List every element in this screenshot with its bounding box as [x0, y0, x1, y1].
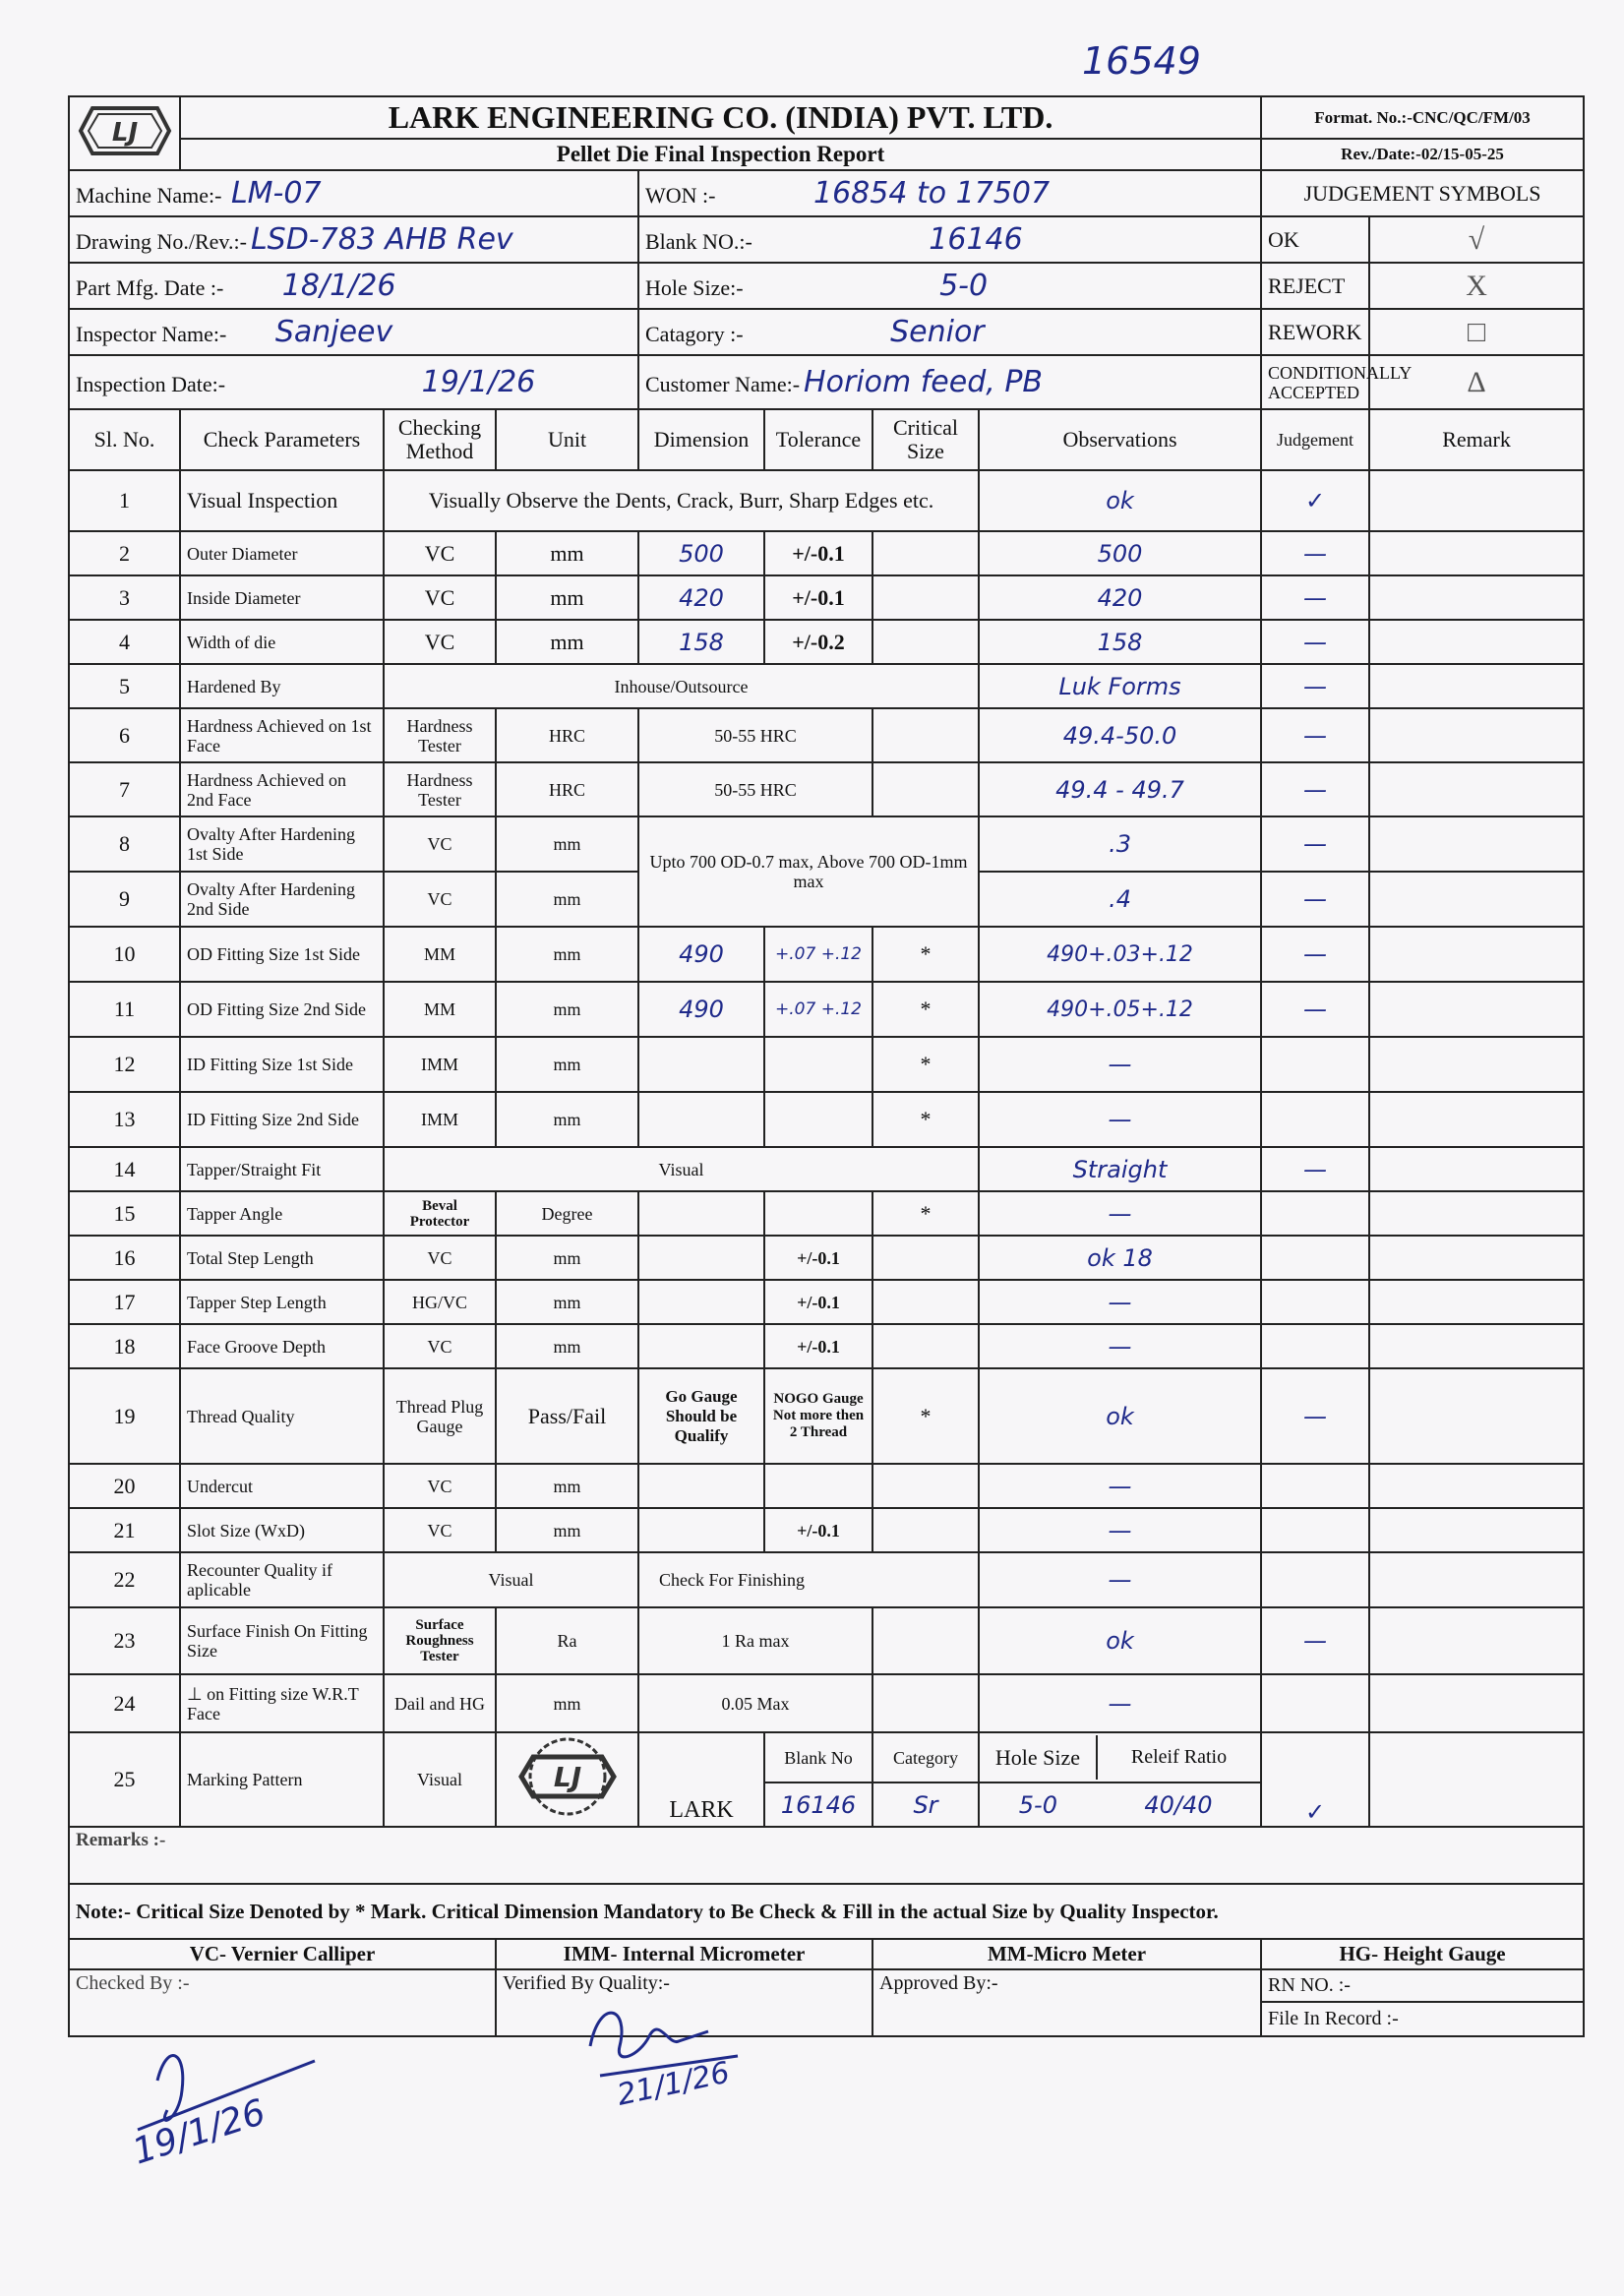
- table-row: 16 Total Step Length VC mm +/-0.1 ok 18: [69, 1236, 1584, 1280]
- rework-symbol: □: [1369, 309, 1584, 355]
- hole-size-field: Hole Size:- 5-0: [638, 263, 1261, 309]
- company-logo: [69, 96, 180, 170]
- table-row: 8 Ovalty After Hardening 1st Side VC mm Upto 700 OD-0.7 max, Above 700 OD-1mm max .3 —: [69, 816, 1584, 872]
- category-field: Catagory :- Senior: [638, 309, 1261, 355]
- abbr-vc: VC- Vernier Calliper: [69, 1939, 496, 1969]
- inspector-value: Sanjeev: [274, 314, 393, 349]
- table-row: 23 Surface Finish On Fitting Size Surface Roughness Tester Ra 1 Ra max ok —: [69, 1607, 1584, 1674]
- ok-symbol: √: [1369, 216, 1584, 263]
- table-row: 19 Thread Quality Thread Plug Gauge Pass/Fail Go Gauge Should be Qualify NOGO Gauge Not more then 2 Thread * ok —: [69, 1368, 1584, 1464]
- hole-size-value: 5-0: [939, 268, 989, 303]
- table-row: 1 Visual Inspection Visually Observe the Dents, Crack, Burr, Sharp Edges etc. ok ✓: [69, 470, 1584, 531]
- col-unit: Unit: [496, 409, 638, 470]
- table-row: 13 ID Fitting Size 2nd Side IMM mm * —: [69, 1092, 1584, 1147]
- machine-name-field: Machine Name:- LM-07: [69, 170, 638, 216]
- drawing-value: LSD-783 AHB Rev: [250, 221, 513, 257]
- col-method: Checking Method: [384, 409, 496, 470]
- inspection-date-value: 19/1/26: [421, 364, 536, 399]
- svg-text:LJ: LJ: [111, 117, 138, 148]
- document-number: 16549: [1082, 39, 1201, 83]
- won-field: WON :- 16854 to 17507: [638, 170, 1261, 216]
- judgement-symbols-title: JUDGEMENT SYMBOLS: [1261, 170, 1584, 216]
- svg-text:19/1/26: 19/1/26: [128, 2091, 271, 2173]
- inspector-field: Inspector Name:- Sanjeev: [69, 309, 638, 355]
- part-date-field: Part Mfg. Date :- 18/1/26: [69, 263, 638, 309]
- table-row: 18 Face Groove Depth VC mm +/-0.1 —: [69, 1324, 1584, 1368]
- table-row: 15 Tapper Angle Beval Protector Degree * —: [69, 1191, 1584, 1236]
- abbr-imm: IMM- Internal Micrometer: [496, 1939, 872, 1969]
- table-row: 21 Slot Size (WxD) VC mm +/-0.1 —: [69, 1508, 1584, 1552]
- table-row: 2 Outer Diameter VC mm 500 +/-0.1 500 —: [69, 531, 1584, 575]
- marking-pattern-row: 25 Marking Pattern Visual LJ LARK Blank No Category Hole Size Releif Ratio ✓: [69, 1732, 1584, 1782]
- drawing-field: Drawing No./Rev.:- LSD-783 AHB Rev: [69, 216, 638, 263]
- rn-no: RN NO. :-: [1261, 1969, 1584, 2002]
- verified-signature: [580, 1987, 777, 2120]
- report-title: Pellet Die Final Inspection Report: [180, 139, 1261, 170]
- abbr-mm: MM-Micro Meter: [872, 1939, 1261, 1969]
- col-critical: Critical Size: [872, 409, 979, 470]
- conditional-label: CONDITIONALLY ACCEPTED: [1261, 355, 1369, 409]
- blank-field: Blank NO.:- 16146: [638, 216, 1261, 263]
- rework-label: REWORK: [1261, 309, 1369, 355]
- table-row: 20 Undercut VC mm —: [69, 1464, 1584, 1508]
- col-observations: Observations: [979, 409, 1261, 470]
- table-row: 11 OD Fitting Size 2nd Side MM mm 490 +.07 +.12 * 490+.05+.12 —: [69, 982, 1584, 1037]
- inspection-form: LJ LARK ENGINEERING CO. (INDIA) PVT. LTD. Format. No.:-CNC/QC/FM/03 Pellet Die Final Inspection Report Rev./Date:-02/15-05-25 Machine Name:- LM-07 WON :- 16854 to 17507 JUDGEMENT SYMBOLS Drawing No./Rev.:- LSD-783 AHB Rev Blank NO.:- 16146 OK √ Part Mfg. Date :- 18/1/26 Hole Size:- 5-0 REJECT X Inspector Name:- Sanjeev Catagory :- Senior REWORK □ Inspection Date:- 19/1/26 Customer Name:- Horiom feed, PB CONDITIONALLY ACCEPTED Δ Sl. No. Check Parameters Checking Method Unit Dimension Tolerance Critical Size Observations Judgement Remark 1 Visual Inspection Visually Observe the Dents, Crack, Burr, Sharp Edges etc. ok ✓ 2 Outer Diameter VC mm 500 +/-0.1 500 — 3 Inside Diameter VC mm 420 +/-0.1 420 — 4 Width of die VC mm 158 +/-0.2 158 — 5 Hardened By Inhouse/Outsource Luk Forms — 6 Hardness Achieved on 1st Face Hardness Tester HRC 50-55 HRC 49.4-50.0 — 7 Hardness Achieved on 2nd Face Hardness Tester HRC 50-55 HRC 49.4 - 49.7 — 8 Ovalty After Hardening 1st Side VC mm Upto 700 OD-0.7 max, Above 700 OD-1mm max .3 — 9 Ovalty After Hardening 2nd Side VC mm .4 — 10 OD Fitting Size 1st Side MM mm 490 +.07 +.12 * 490+.03+.12 — 11 OD Fitting Size 2nd Side MM mm 490 +.07 +.12 * 490+.05+.12 — 12 ID Fitting Size 1st Side IMM mm * — 13 ID Fitting Size 2nd Side IMM mm * — 14 Tapper/Straight Fit Visual Straight — 15 Tapper Angle Beval Protector Degree * — 16 Total Step Length VC mm +/-0.1 ok 18 17 Tapper Step Length HG/VC mm +/-0.1 — 18 Face Groove Depth VC mm +/-0.1 — 19 Thread Quality Thread Plug Gauge Pass/Fail Go Gauge Should be Qualify NOGO Gauge Not more then 2 Thread * ok — 20 Undercut VC mm — 21 Slot Size (WxD) VC mm +/-0.1 — 22 Recounter Quality if aplicable Visual Check For Finishing — 23 Surface Finish On Fitting Size Surface Roughness Tester Ra 1 Ra max ok — 24 ⊥ on Fitting size W.R.T Face Dail and HG mm 0.05 Max — 25 Marking Pattern Visual LJ LARK Blank No Category Hole Size Releif Ratio ✓ 16146 Sr 5-0 40/40 Remarks :- Note:- Critical Size Denoted by * Mark. Critical Dimension Mandatory to Be Check & Fill in the actual Size by Quality Inspector. VC- Vernier Calliper IMM- Internal Micrometer MM-Micro Meter HG- Height Gauge Checked By :- Verified By Quality:- Approved By:- RN NO. :- File In Record :-: [68, 95, 1585, 2037]
- remarks-label: Remarks :-: [69, 1827, 1584, 1884]
- col-param: Check Parameters: [180, 409, 384, 470]
- col-dimension: Dimension: [638, 409, 764, 470]
- col-remark: Remark: [1369, 409, 1584, 470]
- checked-signature: [98, 2022, 334, 2184]
- table-row: 4 Width of die VC mm 158 +/-0.2 158 —: [69, 620, 1584, 664]
- table-row: 10 OD Fitting Size 1st Side MM mm 490 +.07 +.12 * 490+.03+.12 —: [69, 927, 1584, 982]
- table-row: 5 Hardened By Inhouse/Outsource Luk Forms —: [69, 664, 1584, 708]
- table-row: 3 Inside Diameter VC mm 420 +/-0.1 420 —: [69, 575, 1584, 620]
- table-row: 7 Hardness Achieved on 2nd Face Hardness Tester HRC 50-55 HRC 49.4 - 49.7 —: [69, 762, 1584, 816]
- table-row: 9 Ovalty After Hardening 2nd Side VC mm .4 —: [69, 872, 1584, 927]
- customer-field: Customer Name:- Horiom feed, PB: [638, 355, 1261, 409]
- rev-date: Rev./Date:-02/15-05-25: [1261, 139, 1584, 170]
- company-name: LARK ENGINEERING CO. (INDIA) PVT. LTD.: [180, 96, 1261, 139]
- category-value: Senior: [890, 314, 985, 349]
- table-row: 12 ID Fitting Size 1st Side IMM mm * —: [69, 1037, 1584, 1092]
- inspection-date-field: Inspection Date:- 19/1/26: [69, 355, 638, 409]
- table-row: 6 Hardness Achieved on 1st Face Hardness Tester HRC 50-55 HRC 49.4-50.0 —: [69, 708, 1584, 762]
- table-row: 22 Recounter Quality if aplicable Visual Check For Finishing —: [69, 1552, 1584, 1607]
- file-in-record: File In Record :-: [1261, 2002, 1584, 2036]
- col-judgement: Judgement: [1261, 409, 1369, 470]
- abbr-hg: HG- Height Gauge: [1261, 1939, 1584, 1969]
- machine-name-value: LM-07: [230, 175, 322, 211]
- ovalty-spec: Upto 700 OD-0.7 max, Above 700 OD-1mm max: [638, 816, 979, 927]
- ok-label: OK: [1261, 216, 1369, 263]
- judgement-mark: ✓: [1261, 470, 1369, 531]
- reject-label: REJECT: [1261, 263, 1369, 309]
- table-row: 14 Tapper/Straight Fit Visual Straight —: [69, 1147, 1584, 1191]
- customer-value: Horiom feed, PB: [804, 364, 1043, 399]
- svg-text:21/1/26: 21/1/26: [614, 2055, 733, 2113]
- col-sl: Sl. No.: [69, 409, 180, 470]
- table-row: 17 Tapper Step Length HG/VC mm +/-0.1 —: [69, 1280, 1584, 1324]
- conditional-symbol: Δ: [1369, 355, 1584, 409]
- inspection-sheet: [68, 95, 1583, 2037]
- critical-note: Note:- Critical Size Denoted by * Mark. Critical Dimension Mandatory to Be Check & Fill in the actual Size by Quality Inspector.: [69, 1884, 1584, 1939]
- won-value: 16854 to 17507: [812, 175, 1051, 211]
- format-number: Format. No.:-CNC/QC/FM/03: [1261, 96, 1584, 139]
- blank-value: 16146: [929, 221, 1023, 257]
- checked-by: Checked By :-: [69, 1969, 496, 2036]
- svg-text:LJ: LJ: [553, 1761, 581, 1793]
- marking-logo: [496, 1732, 638, 1827]
- part-date-value: 18/1/26: [281, 268, 396, 303]
- column-headers: [69, 409, 1584, 470]
- col-tolerance: Tolerance: [764, 409, 872, 470]
- table-row: 24 ⊥ on Fitting size W.R.T Face Dail and HG mm 0.05 Max —: [69, 1674, 1584, 1732]
- reject-symbol: X: [1369, 263, 1584, 309]
- verified-by: Verified By Quality:-: [496, 1969, 872, 2036]
- observation: ok: [979, 470, 1261, 531]
- approved-by: Approved By:-: [872, 1969, 1261, 2036]
